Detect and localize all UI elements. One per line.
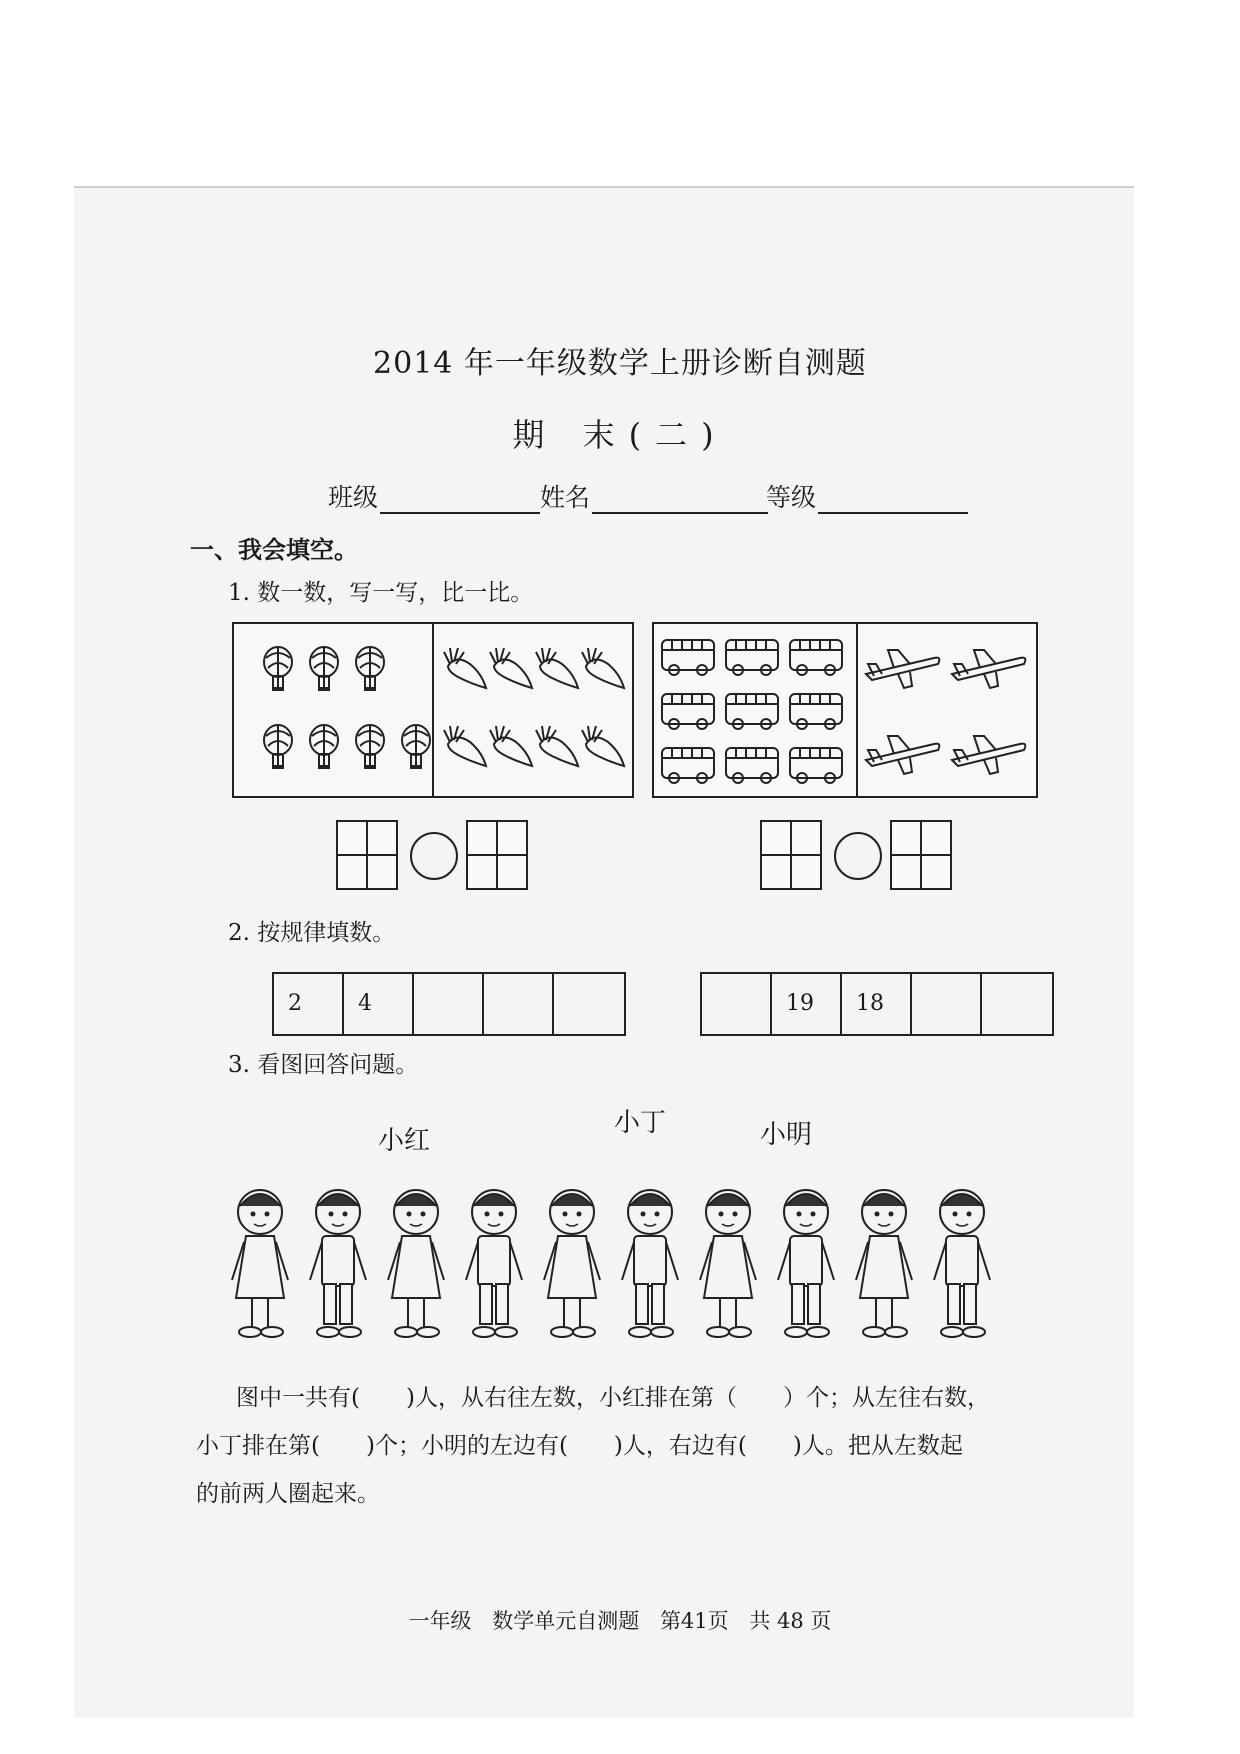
grade-label: 等级 xyxy=(766,483,817,512)
bus-icon xyxy=(726,694,778,729)
sequence-right xyxy=(700,972,1054,1036)
question-2: 2. 按规律填数。 xyxy=(228,920,396,946)
bus-icon xyxy=(790,694,842,729)
picture-panel-left xyxy=(232,622,634,798)
sequence-blank[interactable] xyxy=(414,974,484,1034)
radish-icon xyxy=(582,648,624,688)
name-field[interactable] xyxy=(540,478,768,514)
question-3-text xyxy=(196,1374,1096,1518)
child-figure xyxy=(232,1190,288,1337)
label-xiaoming: 小明 xyxy=(760,1120,813,1150)
answer-box-radish[interactable] xyxy=(466,820,528,890)
question-line: 的前两人圈起来。 xyxy=(196,1481,380,1507)
child-figure xyxy=(544,1190,600,1337)
child-figure xyxy=(310,1190,366,1337)
bus-icon xyxy=(662,640,714,675)
child-figure xyxy=(622,1190,678,1337)
sequence-cell: 2 xyxy=(274,974,344,1034)
sequence-cell: 4 xyxy=(344,974,414,1034)
child-figure xyxy=(466,1190,522,1337)
radish-icon xyxy=(444,726,486,766)
cabbage-icon xyxy=(310,725,338,768)
answer-box-bus[interactable] xyxy=(760,820,822,890)
bus-icon xyxy=(790,640,842,675)
answer-box-cabbage[interactable] xyxy=(336,820,398,890)
answer-box-airplane[interactable] xyxy=(890,820,952,890)
children-row xyxy=(220,1180,1020,1360)
sequence-blank[interactable] xyxy=(554,974,624,1034)
bus-icon xyxy=(662,748,714,783)
cabbage-icon xyxy=(310,647,338,690)
sequence-blank[interactable] xyxy=(982,974,1052,1034)
cabbage-icon xyxy=(402,725,430,768)
radish-icon xyxy=(490,648,532,688)
sequence-cell: 18 xyxy=(842,974,912,1034)
sequence-blank[interactable] xyxy=(702,974,772,1034)
name-blank[interactable] xyxy=(592,488,768,514)
radish-icon xyxy=(444,648,486,688)
radish-icon xyxy=(536,648,578,688)
question-1: 1. 数一数，写一写，比一比。 xyxy=(228,580,534,606)
compare-circle-left[interactable] xyxy=(410,832,458,880)
airplane-icon xyxy=(866,736,939,774)
child-figure xyxy=(934,1190,990,1337)
sequence-cell: 19 xyxy=(772,974,842,1034)
radish-icon xyxy=(536,726,578,766)
bus-icon xyxy=(790,748,842,783)
section-heading: 一、我会填空。 xyxy=(190,536,358,564)
question-3: 3. 看图回答问题。 xyxy=(228,1052,419,1078)
sequence-blank[interactable] xyxy=(484,974,554,1034)
class-field[interactable] xyxy=(328,478,540,514)
child-figure xyxy=(856,1190,912,1337)
cabbage-icon xyxy=(356,725,384,768)
airplane-icon xyxy=(952,736,1025,774)
grade-field[interactable] xyxy=(766,478,968,514)
grade-blank[interactable] xyxy=(818,488,968,514)
footer-page: 第41页 xyxy=(659,1609,729,1633)
label-xiaohong: 小红 xyxy=(378,1126,431,1156)
page-subtitle: 期 末(二) xyxy=(512,416,728,454)
radish-icon xyxy=(490,726,532,766)
cabbage-icon xyxy=(264,725,292,768)
footer-grade: 一年级 xyxy=(408,1609,472,1633)
airplane-icon xyxy=(952,650,1025,688)
left-panel-icons xyxy=(234,624,632,796)
question-line: 图中一共有( )人，从右往左数，小红排在第（ ）个；从左往右数， xyxy=(236,1385,990,1411)
airplane-icon xyxy=(866,650,939,688)
bus-icon xyxy=(662,694,714,729)
footer-subject: 数学单元自测题 xyxy=(492,1609,640,1633)
bus-icon xyxy=(726,748,778,783)
name-label: 姓名 xyxy=(540,483,591,512)
class-label: 班级 xyxy=(328,483,379,512)
footer-total: 共 48 页 xyxy=(749,1609,832,1633)
page-footer xyxy=(0,1605,1240,1635)
compare-circle-right[interactable] xyxy=(834,832,882,880)
sequence-left xyxy=(272,972,626,1036)
cabbage-icon xyxy=(264,647,292,690)
picture-panel-right xyxy=(652,622,1038,798)
sequence-blank[interactable] xyxy=(912,974,982,1034)
page-title: 2014 年一年级数学上册诊断自测题 xyxy=(373,346,867,381)
class-blank[interactable] xyxy=(380,488,540,514)
label-xiaoding: 小丁 xyxy=(614,1108,667,1138)
cabbage-icon xyxy=(356,647,384,690)
child-figure xyxy=(778,1190,834,1337)
right-panel-icons xyxy=(654,624,1036,796)
radish-icon xyxy=(582,726,624,766)
child-figure xyxy=(388,1190,444,1337)
bus-icon xyxy=(726,640,778,675)
child-figure xyxy=(700,1190,756,1337)
question-line: 小丁排在第( )个；小明的左边有( )人，右边有( )人。把从左数起 xyxy=(196,1433,963,1459)
